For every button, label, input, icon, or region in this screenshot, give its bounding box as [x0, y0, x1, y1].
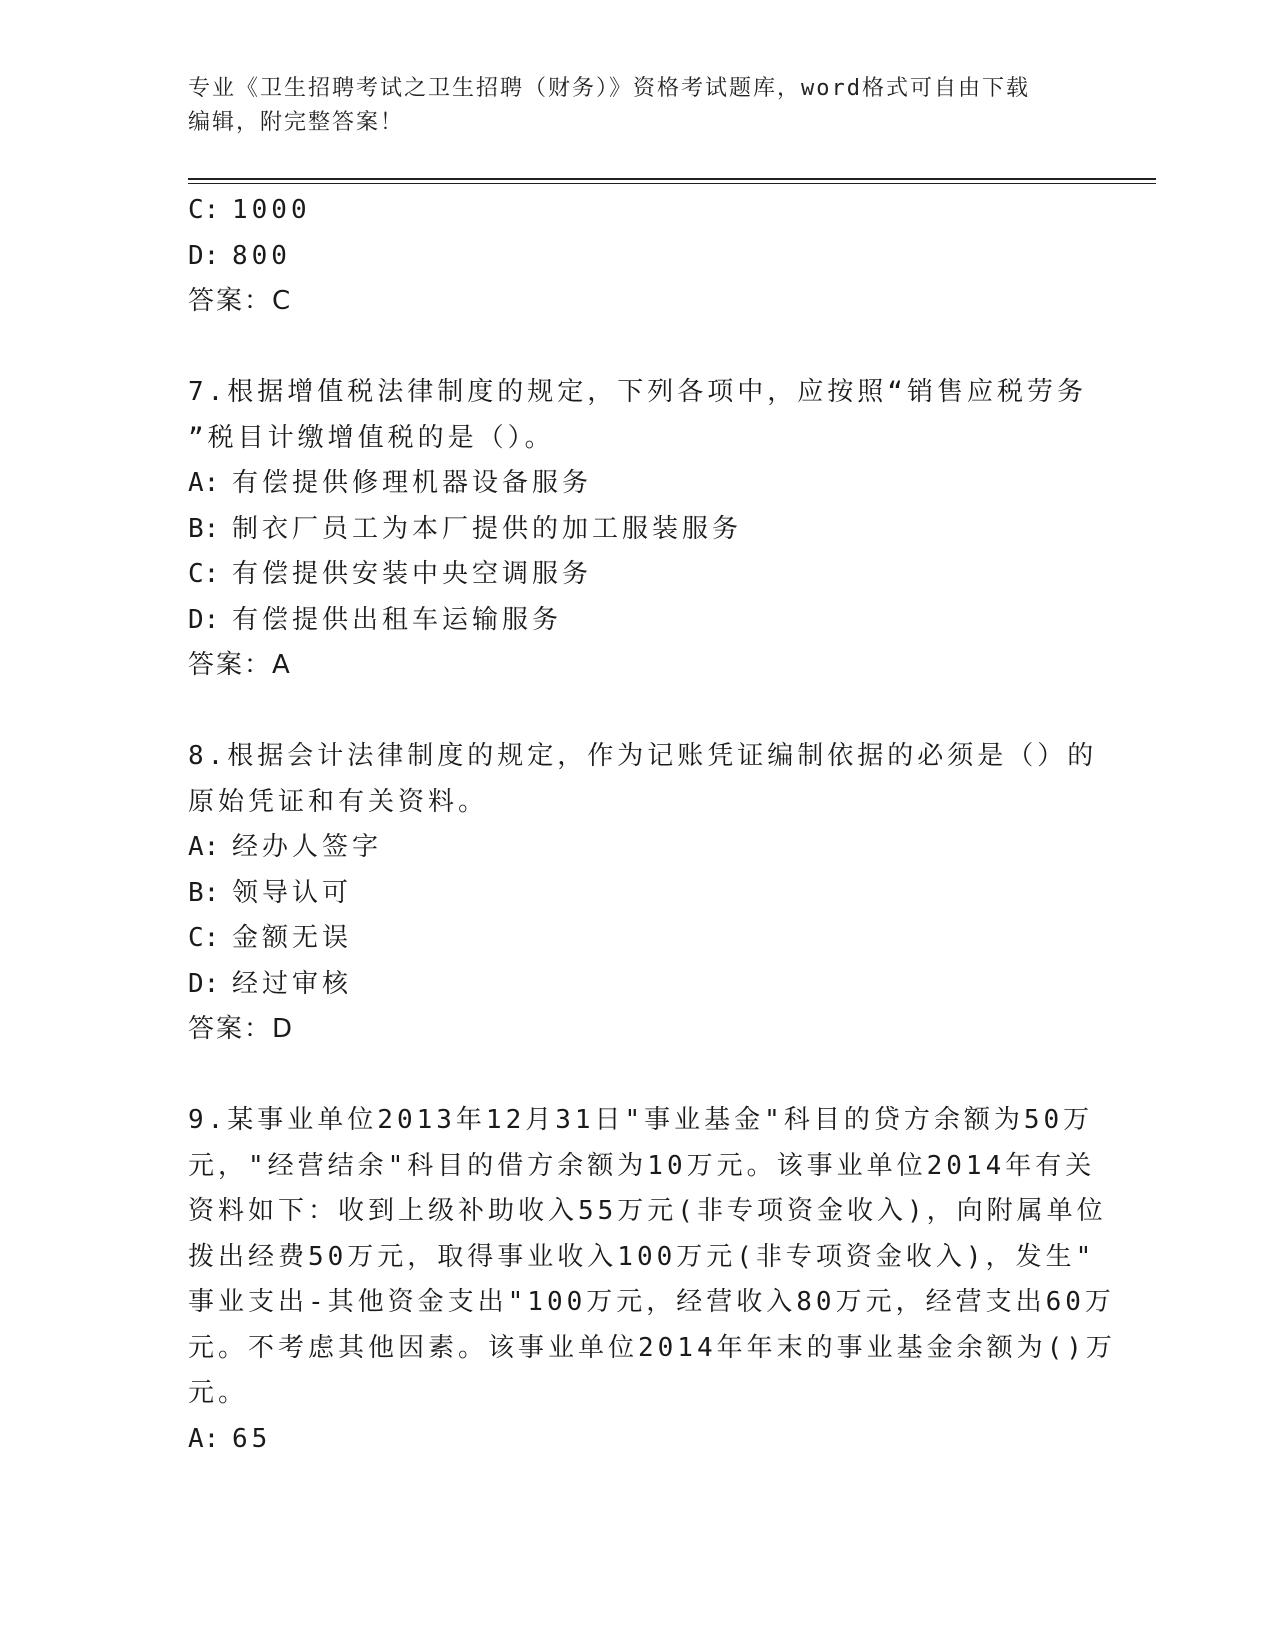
answer-line: 答案：A [188, 650, 292, 680]
option-d [188, 962, 1088, 1008]
option-label: D: [188, 968, 220, 999]
option-label: A: [188, 468, 220, 498]
question-9-line-2: 元，"经营结余"科目的借方余额为10万元。该事业单位2014年有关 [188, 1150, 1096, 1181]
option-a [188, 825, 1088, 871]
spacer [188, 1053, 1088, 1099]
option-a [188, 461, 1088, 507]
question-9-line-3: 资料如下：收到上级补助收入55万元(非专项资金收入)，向附属单位 [188, 1196, 1107, 1226]
option-a [188, 1417, 1088, 1463]
option-text: 金额无误 [232, 923, 353, 953]
option-label: B: [188, 877, 220, 908]
spacer [188, 325, 1088, 371]
header-line-2: 编辑，附完整答案！ [188, 110, 405, 135]
question-9-line-6: 元。不考虑其他因素。该事业单位2014年年末的事业基金余额为()万 [188, 1332, 1116, 1363]
option-text: 800 [232, 240, 291, 271]
option-text: 有偿提供出租车运输服务 [232, 604, 563, 635]
option-text: 经过审核 [232, 968, 353, 999]
option-d [188, 234, 1088, 280]
header-divider-thick [188, 178, 1156, 180]
option-b [188, 871, 1088, 917]
option-label: D: [188, 240, 220, 271]
option-text: 制衣厂员工为本厂提供的加工服装服务 [232, 513, 743, 544]
option-c [188, 916, 1088, 962]
option-text: 有偿提供修理机器设备服务 [232, 468, 593, 498]
question-8-line-2: 原始凭证和有关资料。 [188, 786, 489, 817]
document-header [188, 72, 1088, 140]
answer-line: 答案：C [188, 286, 293, 316]
option-c [188, 188, 1088, 234]
option-label: B: [188, 513, 220, 544]
answer-line: 答案：D [188, 1014, 295, 1044]
spacer [188, 689, 1088, 735]
option-label: C: [188, 559, 220, 589]
option-label: A: [188, 832, 220, 862]
option-c [188, 552, 1088, 598]
question-body [188, 188, 1116, 1462]
question-9-line-5: 事业支出-其他资金支出"100万元，经营收入80万元，经营支出60万 [188, 1287, 1115, 1317]
option-text: 有偿提供安装中央空调服务 [232, 559, 593, 589]
option-label: C: [188, 923, 220, 953]
question-7-line-1: 7.根据增值税法律制度的规定，下列各项中，应按照“销售应税劳务 [188, 377, 1087, 407]
question-9-line-7: 元。 [188, 1378, 249, 1408]
option-text: 65 [232, 1423, 272, 1454]
option-text: 经办人签字 [232, 832, 383, 862]
question-8-line-1: 8.根据会计法律制度的规定，作为记账凭证编制依据的必须是（）的 [188, 741, 1098, 771]
header-line-1: 专业《卫生招聘考试之卫生招聘（财务）》资格考试题库，word格式可自由下载 [188, 76, 1030, 101]
option-b [188, 507, 1088, 553]
option-label: A: [188, 1423, 220, 1454]
question-9-line-1: 9.某事业单位2013年12月31日"事业基金"科目的贷方余额为50万 [188, 1105, 1094, 1135]
option-text: 领导认可 [232, 877, 353, 908]
option-d [188, 598, 1088, 644]
option-text: 1000 [232, 195, 311, 225]
question-7-line-2: ”税目计缴增值税的是（）。 [188, 422, 555, 453]
option-label: C: [188, 195, 220, 225]
option-label: D: [188, 604, 220, 635]
header-divider-thin [188, 183, 1156, 184]
question-9-line-4: 拨出经费50万元，取得事业收入100万元(非专项资金收入)，发生" [188, 1241, 1096, 1272]
